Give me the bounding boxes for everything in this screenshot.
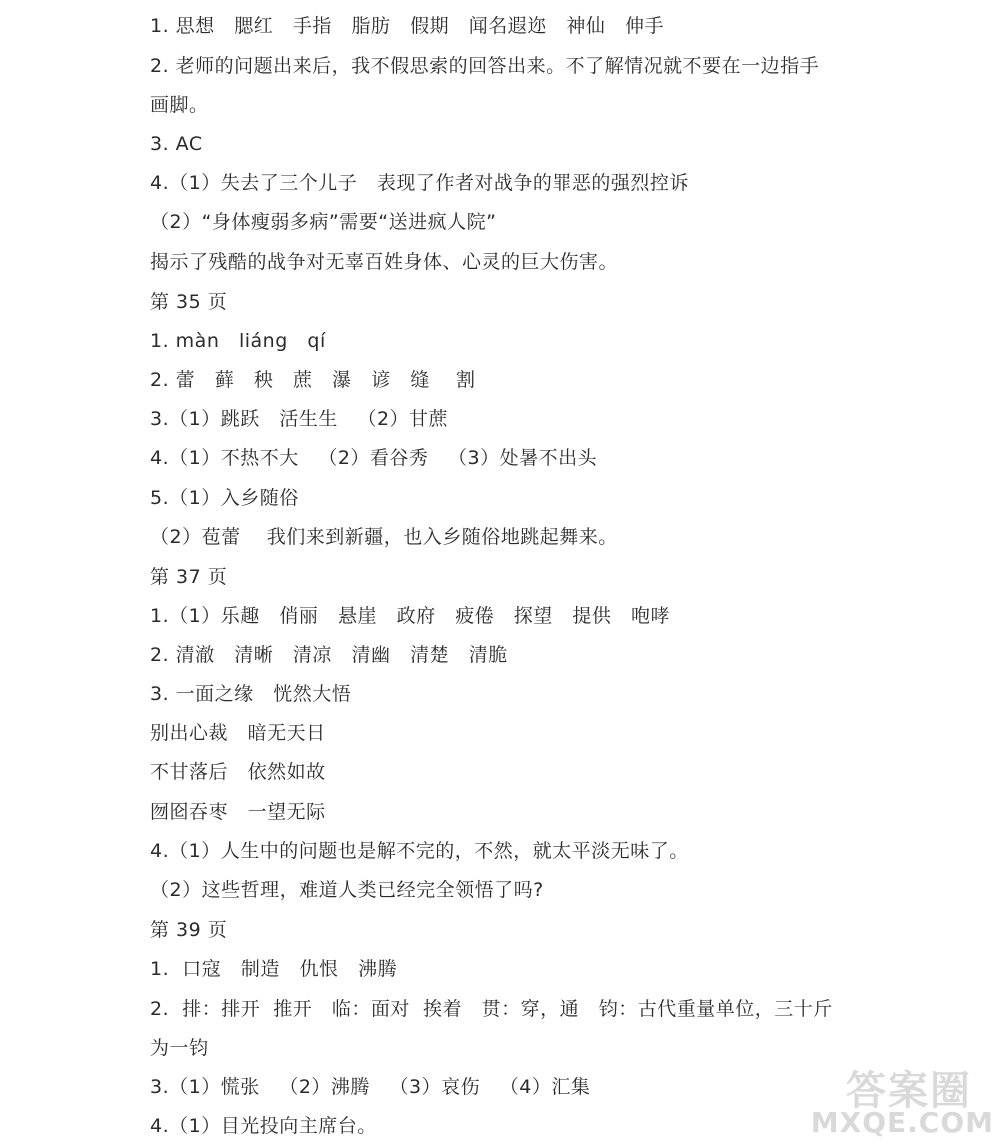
text-line: 3. 一面之缘 恍然大悟	[150, 683, 352, 705]
text-line: 不甘落后 依然如故	[150, 761, 326, 783]
watermark-logo	[810, 1059, 994, 1139]
section-heading: 第 37 页	[150, 566, 228, 588]
text-line: 4.（1）目光投向主席台。	[150, 1115, 377, 1137]
text-line: 4.（1）失去了三个儿子 表现了作者对战争的罪恶的强烈控诉	[150, 172, 689, 194]
watermark-url: MXQE.COM	[810, 1106, 994, 1139]
text-line: （2）这些哲理，难道人类已经完全领悟了吗?	[150, 879, 544, 901]
text-line: 2. 老师的问题出来后，我不假思索的回答出来。不了解情况就不要在一边指手	[150, 55, 820, 77]
text-line: 1. 口寇 制造 仇恨 沸腾	[150, 958, 398, 980]
text-line: 1. 思想 腮红 手指 脂肪 假期 闻名遐迩 神仙 伸手	[150, 15, 664, 37]
text-line: 4.（1）不热不大 （2）看谷秀 （3）处暑不出头	[150, 447, 598, 469]
text-line: 1.（1）乐趣 俏丽 悬崖 政府 疲倦 探望 提供 咆哮	[150, 605, 671, 627]
text-line: （2）苞蕾 我们来到新疆，也入乡随俗地跳起舞来。	[150, 526, 618, 548]
text-line: 为一钧	[150, 1037, 209, 1059]
section-heading: 第 35 页	[150, 291, 228, 313]
text-line: （2）“身体瘦弱多病”需要“送进疯人院”	[150, 211, 497, 233]
watermark-title: 答案圈	[846, 1067, 972, 1114]
text-line: 囫囵吞枣 一望无际	[150, 801, 326, 823]
text-line: 揭示了残酷的战争对无辜百姓身体、心灵的巨大伤害。	[150, 251, 619, 273]
text-line: 2. 排：排开 推开 临：面对 挨着 贯：穿，通 钧：古代重量单位，三十斤	[150, 998, 833, 1020]
text-line: 4.（1）人生中的问题也是解不完的，不然，就太平淡无味了。	[150, 840, 689, 862]
text-line: 3.（1）慌张 （2）沸腾 （3）哀伤 （4）汇集	[150, 1076, 591, 1098]
text-line: 1. màn liáng qí	[150, 330, 326, 352]
text-line: 2. 蕾 藓 秧 蔗 瀑 谚 缝 割	[150, 369, 476, 391]
text-line: 5.（1）入乡随俗	[150, 487, 299, 509]
section-heading: 第 39 页	[150, 919, 228, 941]
text-line: 3. AC	[150, 133, 203, 155]
text-line: 别出心裁 暗无天日	[150, 722, 326, 744]
text-line: 2. 清澈 清晰 清凉 清幽 清楚 清脆	[150, 644, 508, 666]
text-line: 3.（1）跳跃 活生生 （2）甘蔗	[150, 408, 449, 430]
text-line: 画脚。	[150, 94, 209, 116]
